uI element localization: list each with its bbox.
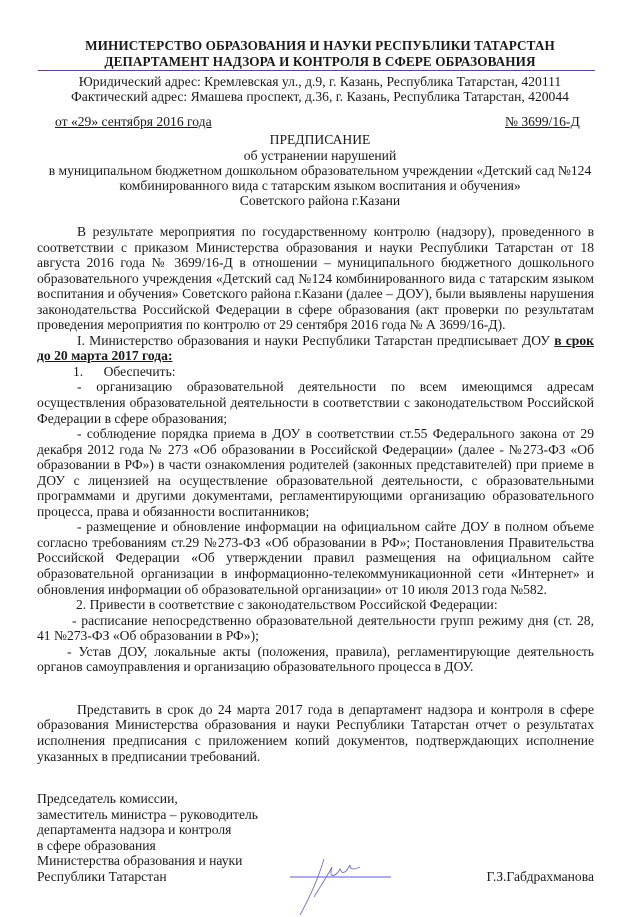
position-line: департамента надзора и контроля (37, 822, 232, 838)
section-1-item: - соблюдение порядка приема в ДОУ в соответствии ст.55 Федерального закона от 29 декабря 2012 года № 273 «Об образовании в Российской Федерации» (далее - №273-ФЗ «Об образовании в РФ») в части ознакомления родителей (законных представителей) при приеме в ДОУ с лицензией на осуществление образовательной деятельности, с образовательными программами и другими документами, регламентирующими организацию образовательного процесса, права и обязанности воспитанников; (37, 426, 594, 519)
legal-address: Юридический адрес: Кремлевская ул., д.9, г. Казань, Республика Татарстан, 420111 (78, 74, 562, 89)
section-2-item: - Устав ДОУ, локальные акты (положения, правила), регламентирующие деятельность органов самоуправления и организацию образовательного процесса в ДОУ. (37, 643, 594, 675)
position-line: Председатель комиссии, (37, 791, 178, 807)
title-subtitle: об устранении нарушений (243, 148, 397, 163)
section-1-title: 1. Обеспечить: (73, 363, 176, 379)
header-divider (38, 70, 595, 71)
document-body (37, 224, 594, 885)
section-2-item: - расписание непосредственно образовательной деятельности групп режиму дня (ст. 28, 41 №273-ФЗ «Об образовании в РФ»); (37, 612, 594, 644)
intro-paragraph: В результате мероприятия по государственному контролю (надзору), проведенного в соответствии с приказом Министерства образования и науки Республики Татарстан от 18 августа 2016 года № 3699/16-Д в отношении – муниципального бюджетного дошкольного образовательного учреждения «Детский сад №124 комбинированного вида с татарским языком воспитания и обучения» Советского района г.Казани (далее – ДОУ), были выявлены нарушения законодательства Российской Федерации в сфере образования (акт проверки по результатам проведения мероприятия по контролю от 29 сентября 2016 года № А 3699/16-Д). (37, 224, 594, 333)
report-paragraph: Представить в срок до 24 марта 2017 года в департамент надзора и контроля в сфере образования Министерства образования и науки Республики Татарстан отчет о результатах исполнения предписания с приложением копий документов, подтверждающих исполнение указанных в предписании требований. (37, 701, 594, 764)
section-1-item: - организацию образовательной деятельности по всем имеющимся адресам осуществления образовательной деятельности в соответствии с законодательством Российской Федерации в сфере образования; (37, 379, 594, 426)
ministry-name: МИНИСТЕРСТВО ОБРАЗОВАНИЯ И НАУКИ РЕСПУБЛИКИ ТАТАРСТАН (85, 38, 555, 53)
signatory-name: Г.З.Габдрахманова (486, 869, 594, 885)
document-date: от «29» сентября 2016 года (55, 114, 212, 129)
position-line: Республики Татарстан (37, 869, 167, 885)
title-institution: в муниципальном бюджетном дошкольном образовательном учреждении «Детский сад №124 (48, 163, 592, 178)
order-deadline: в срок до 20 марта 2017 года: (37, 332, 594, 364)
title-institution-cont: комбинированного вида с татарским языком воспитания и обучения» (119, 178, 521, 193)
signature-block (37, 791, 594, 885)
handwritten-signature (288, 857, 393, 917)
position-line: заместитель министра – руководитель (37, 806, 258, 822)
order-text: I. Министерство образования и науки Республики Татарстан предписывает ДОУ (77, 332, 555, 348)
document-title: ПРЕДПИСАНИЕ (269, 132, 371, 147)
position-line: Министерства образования и науки (37, 853, 243, 869)
title-district: Советского района г.Казани (239, 193, 401, 208)
document-number: № 3699/16-Д (505, 114, 580, 129)
position-line: в сфере образования (37, 837, 156, 853)
actual-address: Фактический адрес: Ямашева проспект, д.36, г. Казань, Республика Татарстан, 420044 (71, 89, 569, 104)
department-name: ДЕПАРТАМЕНТ НАДЗОРА И КОНТРОЛЯ В СФЕРЕ ОБРАЗОВАНИЯ (104, 54, 536, 69)
order-paragraph (37, 333, 594, 364)
section-1-item: - размещение и обновление информации на официальном сайте ДОУ в полном объеме согласно требованиям ст.29 №273-ФЗ «Об образовании в РФ»; Постановления Правительства Российской Федерации «Об утверждении правил размещения на официальном сайте образовательной организации в информационно-телекоммуникационной сети «Интернет» и обновления информации об образовательной организации» от 10 июля 2013 года №582. (37, 519, 594, 597)
section-2-title: 2. Привести в соответствие с законодательством Российской Федерации: (76, 597, 498, 613)
